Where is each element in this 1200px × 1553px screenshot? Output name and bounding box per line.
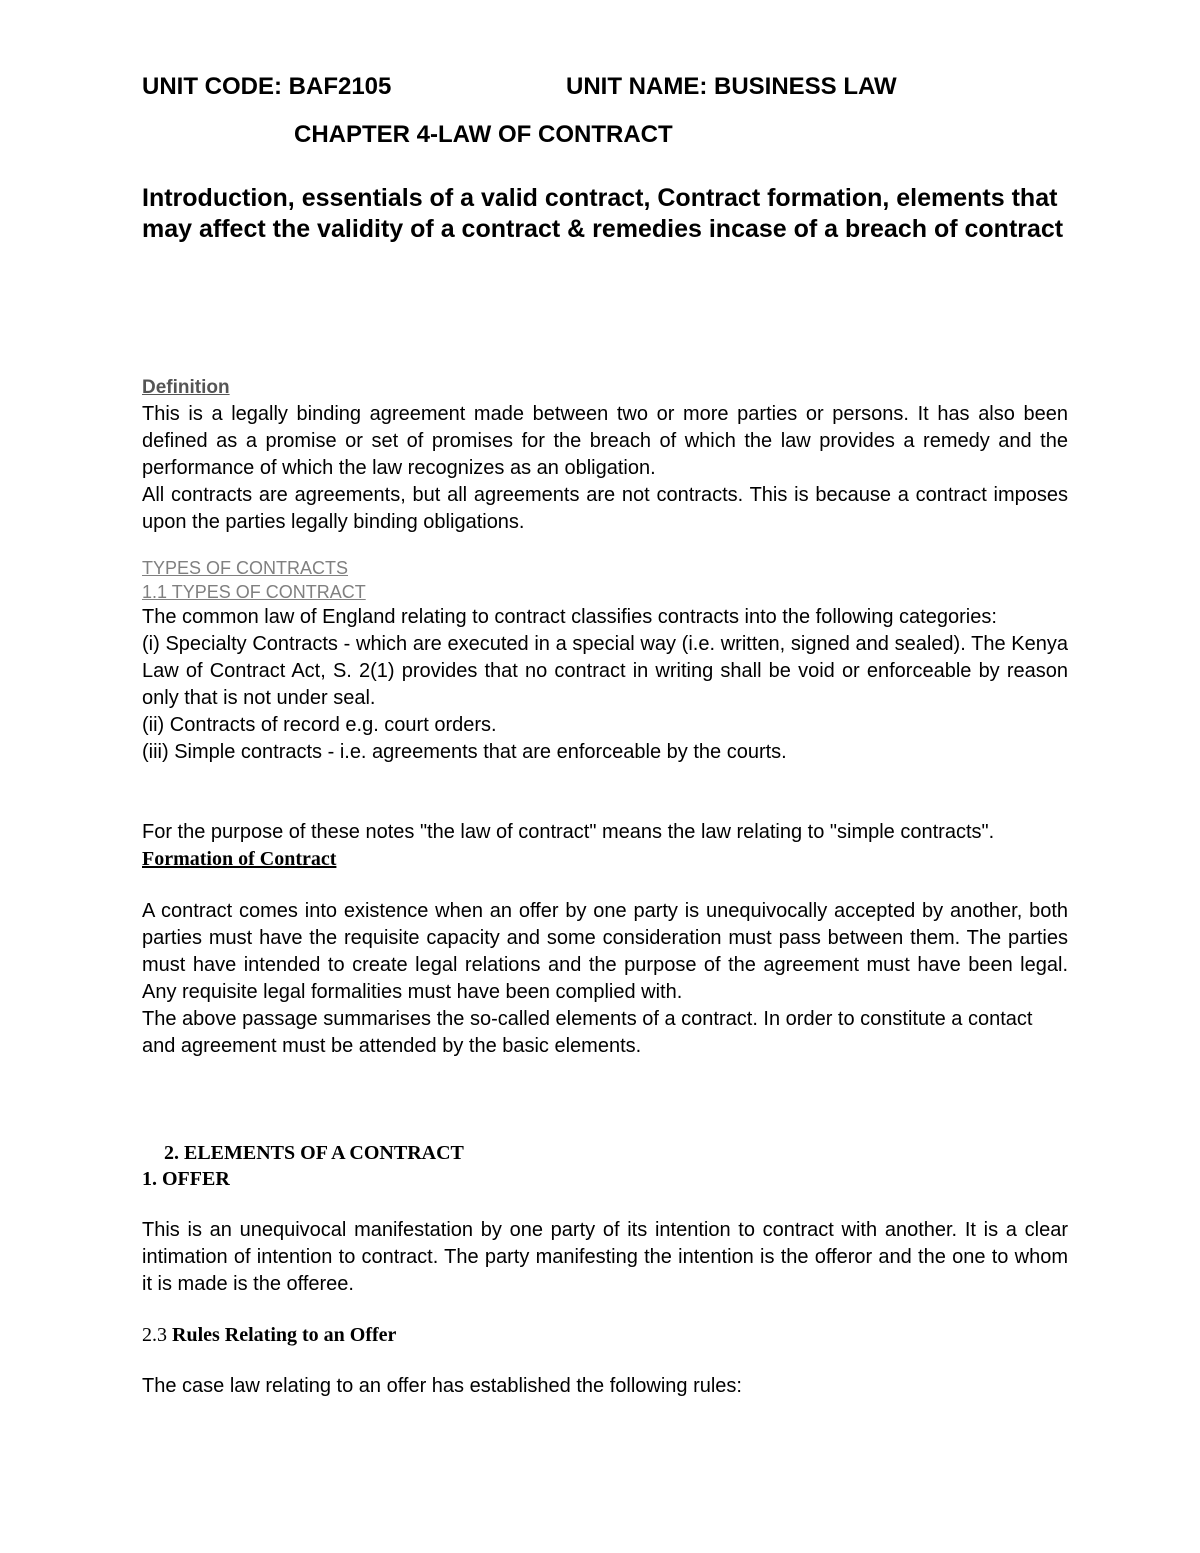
definition-para-1: This is a legally binding agreement made between two or more parties or persons. It has also been defined as a promise or set of promises for the breach of which the law provides a remedy and the performance of which the law recognizes as an obligation. [142, 403, 1068, 479]
unit-code: UNIT CODE: BAF2105 [142, 73, 392, 100]
types-item-3: (iii) Simple contracts - i.e. agreements that are enforceable by the courts. [142, 741, 787, 763]
formation-heading: Formation of Contract [142, 848, 337, 870]
formation-para-2: The above passage summarises the so-called elements of a contract. In order to constitute a contact and agreement must be attended by the basic elements. [142, 1008, 1033, 1057]
offer-para: This is an unequivocal manifestation by one party of its intention to contract with another. It is a clear intimation of intention to contract. The party manifesting the intention is the offeror and the one to whom it is made is the offeree. [142, 1219, 1068, 1295]
types-item-2: (ii) Contracts of record e.g. court orders. [142, 714, 497, 736]
rules-heading-line [142, 1322, 1068, 1348]
offer-heading: 1. OFFER [142, 1168, 230, 1190]
types-item-1: (i) Specialty Contracts - which are executed in a special way (i.e. written, signed and sealed). The Kenya Law of Contract Act, S. 2(1) provides that no contract in writing shall be void or enforceable by reason only that is not under seal. [142, 633, 1068, 709]
formation-para-1: A contract comes into existence when an offer by one party is unequivocally accepted by another, both parties must have the requisite capacity and some consideration must pass between them. The parties must have intended to create legal relations and the purpose of the agreement must have been legal. Any requisite legal formalities must have been complied with. [142, 900, 1068, 1003]
unit-name: UNIT NAME: BUSINESS LAW [566, 73, 897, 100]
rules-para: The case law relating to an offer has established the following rules: [142, 1375, 742, 1397]
definition-section [142, 374, 1068, 536]
elements-heading: 2. ELEMENTS OF A CONTRACT [164, 1142, 464, 1164]
chapter-title: CHAPTER 4-LAW OF CONTRACT [294, 121, 673, 148]
types-heading-1: TYPES OF CONTRACTS [142, 558, 349, 578]
definition-para-2: All contracts are agreements, but all agreements are not contracts. This is because a contract imposes upon the parties legally binding obligations. [142, 484, 1068, 533]
rules-heading: Rules Relating to an Offer [172, 1324, 397, 1346]
intro-heading: Introduction, essentials of a valid contract, Contract formation, elements that may affect the validity of a contract & remedies incase of a breach of contract [142, 184, 1064, 243]
types-heading-2: 1.1 TYPES OF CONTRACT [142, 582, 366, 602]
rules-number: 2.3 [142, 1324, 172, 1346]
rules-section [142, 1322, 1068, 1400]
definition-heading: Definition [142, 377, 230, 398]
elements-section [142, 1140, 1068, 1298]
types-intro: The common law of England relating to contract classifies contracts into the following categories: [142, 606, 997, 628]
types-section [142, 556, 1068, 766]
formation-section [142, 819, 1068, 1060]
purpose-para: For the purpose of these notes "the law of contract" means the law relating to "simple contracts". [142, 821, 995, 843]
